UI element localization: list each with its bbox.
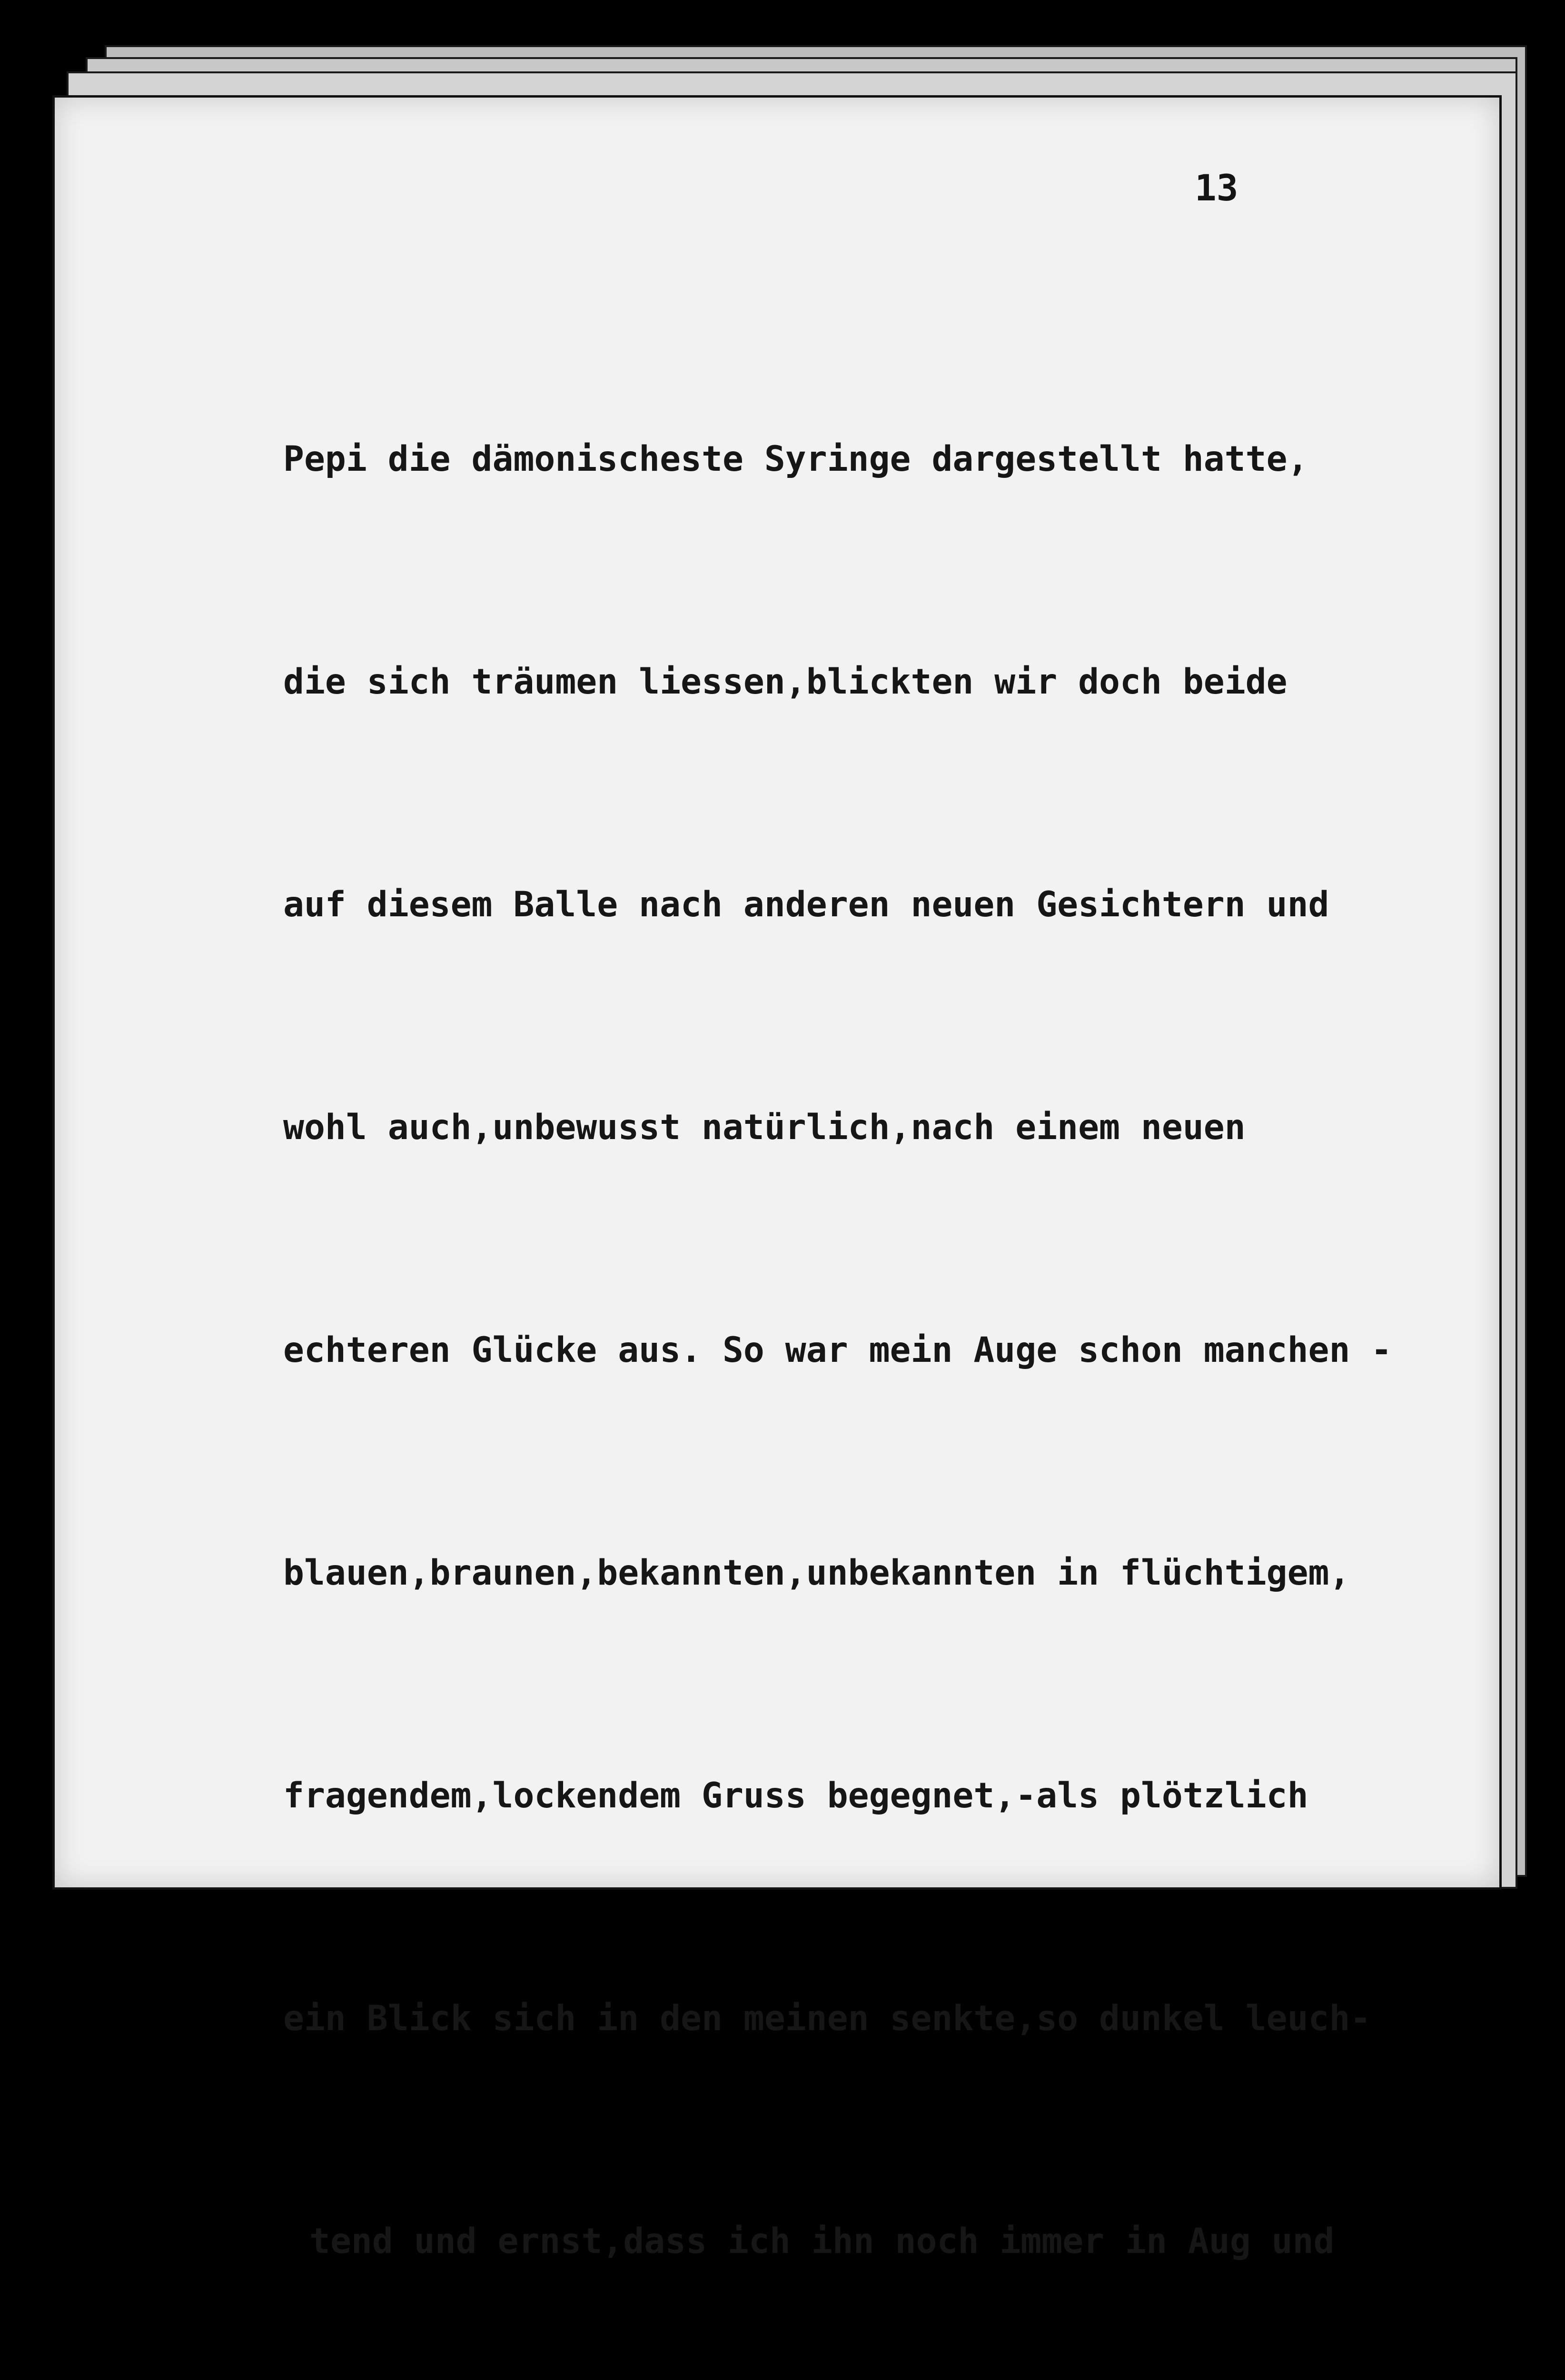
text-line: Pepi die dämonischeste Syringe dargestellt hatte, bbox=[283, 439, 1308, 479]
text-line: auf diesem Balle nach anderen neuen Gesichtern und bbox=[283, 884, 1329, 925]
text-line: ein Blick sich in den meinen senkte,so dunkel leuch- bbox=[283, 1998, 1371, 2039]
text-line: blauen,braunen,bekannten,unbekannten in flüchtigem, bbox=[283, 1553, 1350, 1593]
typewritten-page bbox=[52, 95, 1502, 2261]
text-line: echteren Glücke aus. So war mein Auge schon manchen - bbox=[283, 1330, 1392, 1370]
text-line: wohl auch,unbewusst natürlich,nach einem neuen bbox=[283, 1107, 1246, 1148]
body-text bbox=[283, 274, 1521, 2380]
text-line: die sich träumen liessen,blickten wir doch beide bbox=[283, 662, 1288, 702]
page-number: 13 bbox=[1195, 167, 1238, 209]
text-line: fragendem,lockendem Gruss begegnet,-als plötzlich bbox=[283, 1775, 1308, 1816]
text-line: tend und ernst,dass ich ihn noch immer in Aug und bbox=[309, 2221, 1335, 2261]
